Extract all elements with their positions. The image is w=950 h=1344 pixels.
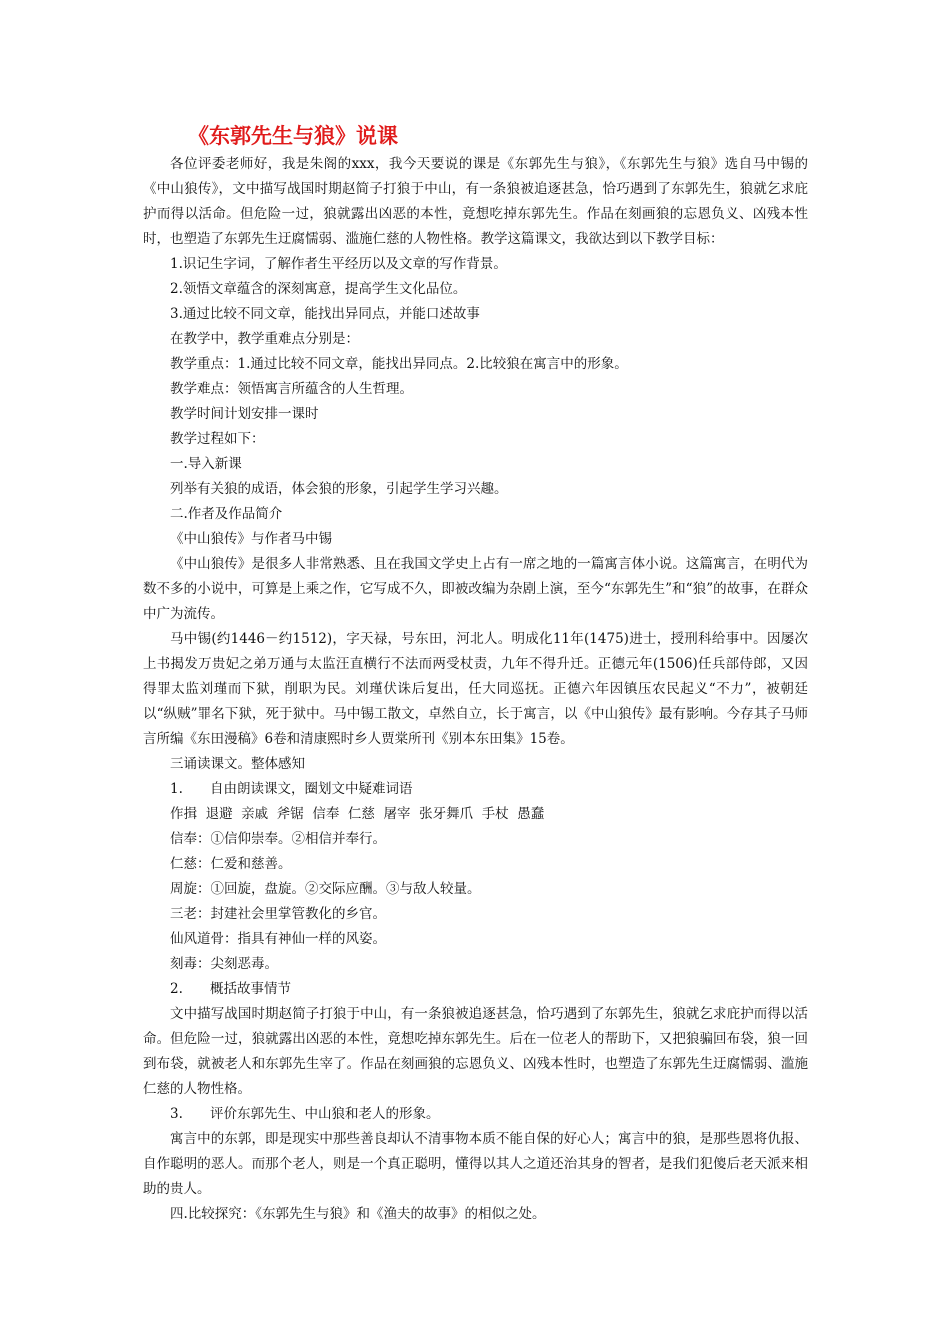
- section-2-paragraph-1: 《中山狼传》是很多人非常熟悉、且在我国文学史上占有一席之地的一篇寓言体小说。这篇寓言，在明代为数不多的小说中，可算是上乘之作，它写成不久，即被改编为杂剧上演，至今“东郭先生”和“狼”的故事，在群众中广为流传。: [143, 556, 808, 622]
- definition-item: 三老：封建社会里掌管教化的乡官。: [170, 906, 386, 922]
- step-3-line: [143, 1102, 808, 1127]
- definition-item: 周旋：①回旋，盘旋。②交际应酬。③与敌人较量。: [170, 881, 481, 897]
- section-heading-3: 三诵读课文。整体感知: [170, 756, 305, 772]
- time-plan-line: 教学时间计划安排一课时: [170, 406, 319, 422]
- section-heading-1: 一.导入新课: [170, 456, 242, 472]
- document-title: 《东郭先生与狼》说课: [188, 124, 398, 148]
- step-2-line: [143, 977, 808, 1002]
- step-3-number: 3.: [170, 1106, 183, 1122]
- document-body: [143, 120, 808, 1227]
- goal-item: 1.识记生字词，了解作者生平经历以及文章的写作背景。: [170, 256, 507, 272]
- definition-item: 信奉：①信仰崇奉。②相信并奉行。: [170, 831, 386, 847]
- key-points-line: 教学重点：1.通过比较不同文章，能找出异同点。2.比较狼在寓言中的形象。: [170, 356, 628, 372]
- goal-item: 3.通过比较不同文章，能找出异同点，并能口述故事: [170, 306, 480, 322]
- step-2-paragraph: 文中描写战国时期赵简子打狼于中山，有一条狼被追逐甚急，恰巧遇到了东郭先生，狼就乞求庇护而得以活命。但危险一过，狼就露出凶恶的本性，竟想吃掉东郭先生。后在一位老人的帮助下，又把狼骗回布袋，狼一回到布袋，就被老人和东郭先生宰了。作品在刻画狼的忘恩负义、凶残本性时，也塑造了东郭先生迂腐懦弱、滥施仁慈的人物性格。: [143, 1006, 808, 1097]
- step-2-number: 2.: [170, 981, 183, 997]
- difficulty-line: 教学难点：领悟寓言所蕴含的人生哲理。: [170, 381, 413, 397]
- word-list: 作揖 退避 亲戚 斧锯 信奉 仁慈 屠宰 张牙舞爪 手杖 愚蠢: [170, 806, 545, 822]
- step-1-number: 1.: [170, 781, 183, 797]
- section-heading-4: 四.比较探究：《东郭先生与狼》和《渔夫的故事》的相似之处。: [170, 1206, 546, 1222]
- section-1-text: 列举有关狼的成语，体会狼的形象，引起学生学习兴趣。: [170, 481, 508, 497]
- step-3-paragraph: 寓言中的东郭，即是现实中那些善良却认不清事物本质不能自保的好心人；寓言中的狼，是那些恩将仇报、自作聪明的恶人。而那个老人，则是一个真正聪明，懂得以其人之道还治其身的智者，是我们犯傻后老天派来相助的贵人。: [143, 1131, 808, 1197]
- section-heading-2: 二.作者及作品简介: [170, 506, 283, 522]
- process-line: 教学过程如下：: [170, 431, 265, 447]
- step-1-line: [143, 777, 808, 802]
- key-intro-line: 在教学中，教学重难点分别是：: [170, 331, 359, 347]
- goal-item: 2.领悟文章蕴含的深刻寓意，提高学生文化品位。: [170, 281, 467, 297]
- intro-paragraph: 各位评委老师好，我是朱阁的xxx，我今天要说的课是《东郭先生与狼》，《东郭先生与狼》选自马中锡的《中山狼传》，文中描写战国时期赵简子打狼于中山，有一条狼被追逐甚急，恰巧遇到了东郭先生，狼就乞求庇护而得以活命。但危险一过，狼就露出凶恶的本性，竟想吃掉东郭先生。作品在刻画狼的忘恩负义、凶残本性时，也塑造了东郭先生迂腐懦弱、滥施仁慈的人物性格。教学这篇课文，我欲达到以下教学目标：: [143, 156, 808, 247]
- step-2-text: 概括故事情节: [210, 981, 291, 997]
- definition-item: 刻毒：尖刻恶毒。: [170, 956, 278, 972]
- step-3-text: 评价东郭先生、中山狼和老人的形象。: [210, 1106, 440, 1122]
- step-1-text: 自由朗读课文，圈划文中疑难词语: [210, 781, 413, 797]
- definition-item: 仙风道骨：指具有神仙一样的风姿。: [170, 931, 386, 947]
- section-2-subheading: 《中山狼传》与作者马中锡: [170, 531, 332, 547]
- section-2-paragraph-2: 马中锡(约1446－约1512)，字天禄，号东田，河北人。明成化11年(1475)进士，授刑科给事中。因屡次上书揭发万贵妃之弟万通与太监汪直横行不法而两受杖责，九年不得升迁。正德元年(1506)任兵部侍郎，又因得罪太监刘瑾而下狱，削职为民。刘瑾伏诛后复出，任大同巡抚。正德六年因镇压农民起义“不力”，被朝廷以“纵贼”罪名下狱，死于狱中。马中锡工散文，卓然自立，长于寓言，以《中山狼传》最有影响。今存其子马师言所编《东田漫稿》6卷和清康熙时乡人贾棠所刊《别本东田集》15卷。: [143, 631, 808, 747]
- definition-item: 仁慈：仁爱和慈善。: [170, 856, 292, 872]
